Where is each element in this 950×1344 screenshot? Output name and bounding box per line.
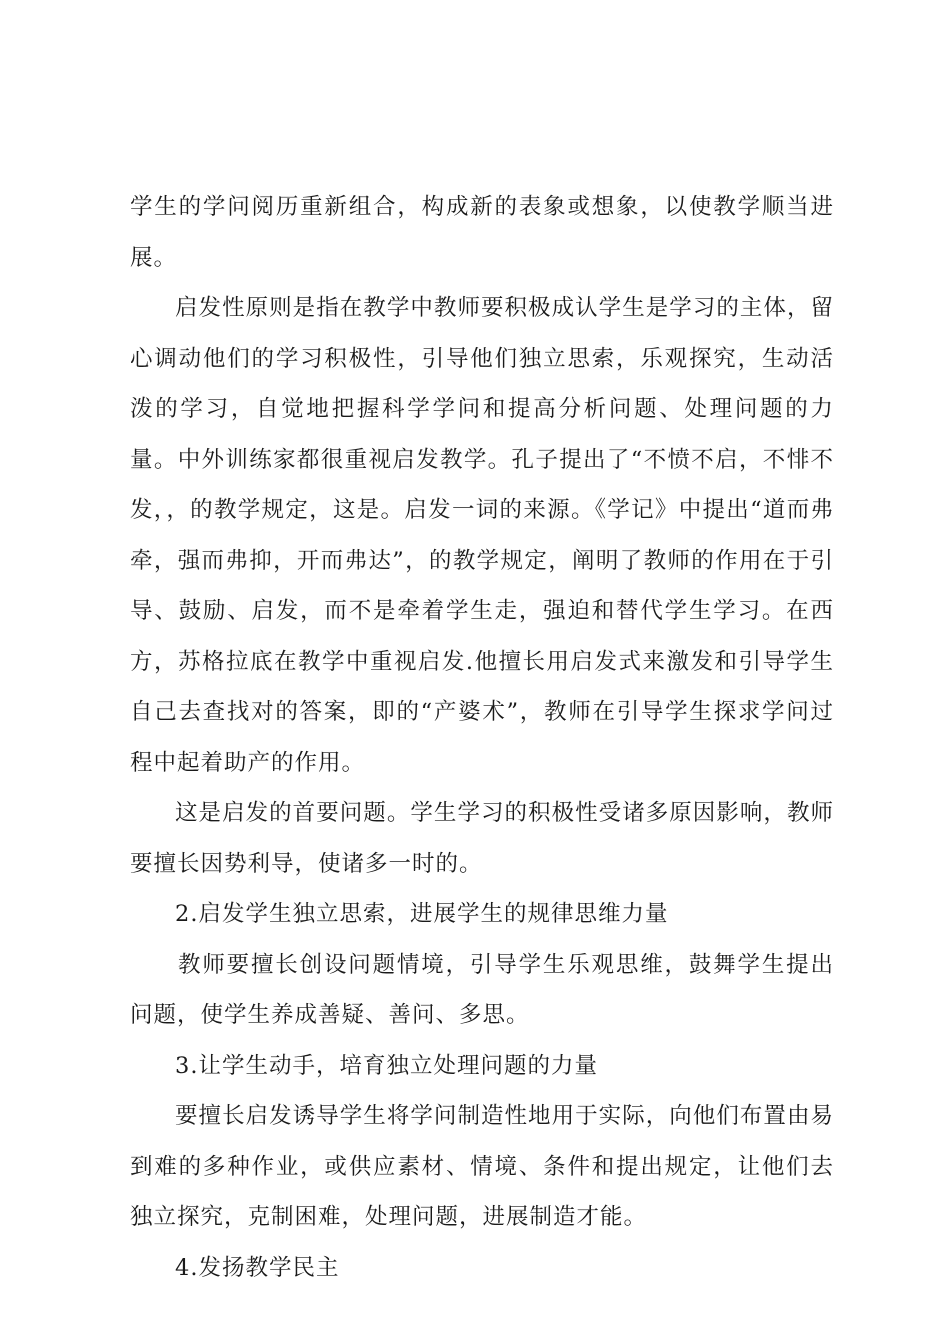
- heading-item-4: 4.发扬教学民主: [175, 1254, 340, 1281]
- paragraph-continuation: 学生的学问阅历重新组合，构成新的表象或想象，以使教学顺当进展。: [130, 194, 834, 271]
- heading-item-2: 2.启发学生独立思索，进展学生的规律思维力量: [175, 901, 669, 927]
- paragraph-heuristic-principle: 启发性原则是指在教学中教师要积极成认学生是学习的主体，留心调动他们的学习积极性，引导他们独立思索，乐观探究，生动活泼的学习，自觉地把握科学学问和提高分析问题、处理问题的力量。中外训练家都很重视启发教学。孔子提出了“不愤不启，不悱不发，，的教学规定，这是。启发一词的来源。《学记》中提出“道而弗牵，强而弗抑，开而弗达”，的教学规定，阐明了教师的作用在于引导、鼓励、启发，而不是牵着学生走，强迫和替代学生学习。在西方，苏格拉底在教学中重视启发.他擅长用启发式来激发和引导学生自己去查找对的答案，即的“产婆术”，教师在引导学生探求学问过程中起着助产的作用。: [130, 295, 834, 776]
- paragraph-item-3-body: 要擅长启发诱导学生将学问制造性地用于实际，向他们布置由易到难的多种作业，或供应素材、情境、条件和提出规定，让他们去独立探究，克制困难，处理问题，进展制造才能。: [130, 1103, 834, 1230]
- paragraph-primary-issue: 这是启发的首要问题。学生学习的积极性受诸多原因影响，教师要擅长因势利导，使诸多一时的。: [130, 800, 834, 877]
- paragraph-item-2-body: 教师要擅长创设问题情境，引导学生乐观思维，鼓舞学生提出问题，使学生养成善疑、善问、多思。: [130, 951, 834, 1028]
- document-body: [130, 182, 834, 1293]
- heading-item-3: 3.让学生动手，培育独立处理问题的力量: [175, 1052, 598, 1079]
